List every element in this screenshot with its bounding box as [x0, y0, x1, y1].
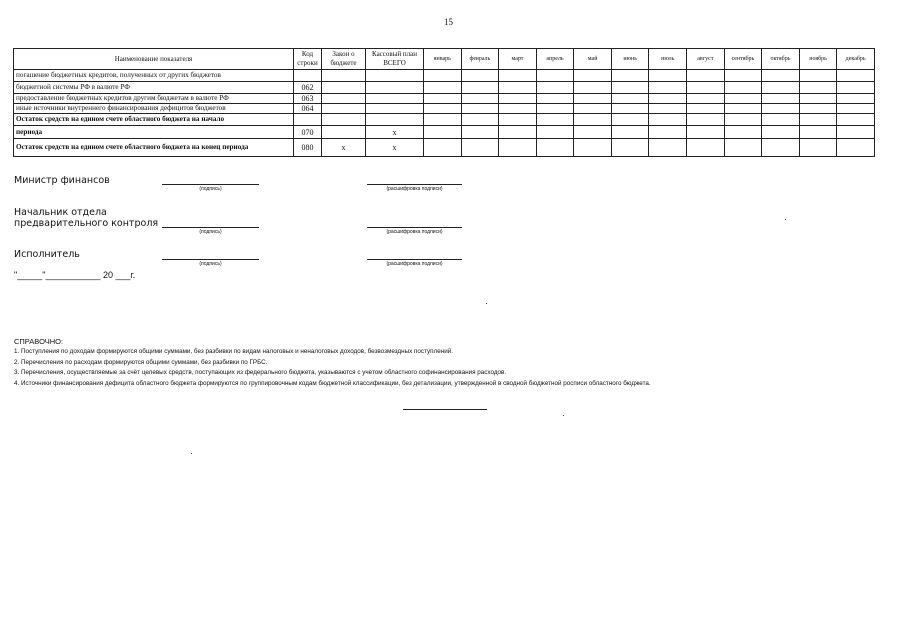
header-month: декабрь [837, 49, 875, 70]
signature-line [162, 184, 259, 185]
row-law [322, 114, 366, 126]
month-cell [724, 126, 762, 139]
month-cell [499, 104, 537, 114]
month-cell [499, 70, 537, 82]
month-cell [424, 126, 462, 139]
row-name: погашение бюджетных кредитов, полученных от других бюджетов [14, 70, 294, 82]
row-code [294, 70, 322, 82]
signature-role [14, 175, 110, 186]
month-cell [461, 114, 499, 126]
month-cell [762, 104, 800, 114]
date-line: "_____"___________ 20 ___г. [14, 270, 136, 280]
signature-line [162, 259, 259, 260]
month-cell [649, 82, 687, 94]
table-row [14, 82, 875, 94]
header-month: июль [649, 49, 687, 70]
month-cell [536, 139, 574, 157]
month-cell [461, 94, 499, 104]
note-item: 2. Перечисления по расходам формируются общими суммами, без разбивки по ГРБС. [14, 358, 268, 366]
month-cell [574, 126, 612, 139]
month-cell [424, 82, 462, 94]
month-cell [536, 104, 574, 114]
month-cell [649, 139, 687, 157]
table-row [14, 139, 875, 157]
month-cell [574, 70, 612, 82]
month-cell [724, 82, 762, 94]
month-cell [611, 139, 649, 157]
month-cell [574, 139, 612, 157]
header-month: октябрь [762, 49, 800, 70]
row-name: бюджетной системы РФ в валюте РФ [14, 82, 294, 94]
row-plan [366, 82, 424, 94]
month-cell [837, 126, 875, 139]
month-cell [799, 82, 837, 94]
row-plan: x [366, 139, 424, 157]
signature-role-line: Начальник отдела [14, 207, 107, 218]
month-cell [799, 114, 837, 126]
month-cell [687, 126, 725, 139]
row-law: x [322, 139, 366, 157]
row-plan: x [366, 126, 424, 139]
header-code: Код строки [294, 49, 322, 70]
signature-role [14, 207, 158, 229]
month-cell [799, 70, 837, 82]
signature-caption: (подпись) [199, 229, 222, 235]
month-cell [762, 139, 800, 157]
month-cell [424, 94, 462, 104]
page-number: 15 [444, 17, 453, 27]
month-cell [574, 104, 612, 114]
row-name: иные источники внутреннего финансирования дефицитов бюджетов [14, 104, 294, 114]
table-row [14, 104, 875, 114]
header-law: Закон о бюджете [322, 49, 366, 70]
row-code: 080 [294, 139, 322, 157]
table-row [14, 70, 875, 82]
table-row [14, 94, 875, 104]
header-month: июнь [611, 49, 649, 70]
note-item: 4. Источники финансирования дефицита областного бюджета формируются по группировочным кодам бюджетной классификации, без детализации, утвержденной в сводной бюджетной росписи областного бюджета. [14, 379, 651, 387]
notes-section [14, 336, 884, 389]
row-name: Остаток средств на едином счете областного бюджета на конец периода [14, 139, 294, 157]
month-cell [536, 94, 574, 104]
month-cell [424, 104, 462, 114]
month-cell [611, 104, 649, 114]
month-cell [762, 70, 800, 82]
row-plan [366, 104, 424, 114]
table-row [14, 114, 875, 126]
month-cell [649, 126, 687, 139]
month-cell [724, 114, 762, 126]
month-cell [499, 94, 537, 104]
header-month: март [499, 49, 537, 70]
signature-decode-line [367, 227, 462, 228]
month-cell [799, 104, 837, 114]
month-cell [837, 82, 875, 94]
row-law [322, 70, 366, 82]
month-cell [687, 70, 725, 82]
header-month: август [687, 49, 725, 70]
signature-role-line: предварительного контроля [14, 218, 159, 229]
end-divider [403, 409, 487, 410]
note-item: 1. Поступления по доходам формируются общими суммами, без разбивки по видам налоговых и неналоговых доходов, безвозмездных поступлений. [14, 348, 454, 355]
header-month: апрель [536, 49, 574, 70]
month-cell [574, 82, 612, 94]
month-cell [649, 114, 687, 126]
month-cell [649, 94, 687, 104]
month-cell [649, 70, 687, 82]
scan-speck [191, 453, 192, 454]
month-cell [536, 126, 574, 139]
month-cell [724, 139, 762, 157]
month-cell [424, 70, 462, 82]
month-cell [574, 94, 612, 104]
month-cell [499, 139, 537, 157]
row-name: периода [14, 126, 294, 139]
month-cell [536, 82, 574, 94]
month-cell [799, 94, 837, 104]
row-law [322, 104, 366, 114]
row-plan [366, 114, 424, 126]
month-cell [499, 126, 537, 139]
signature-decode-line [367, 259, 462, 260]
signature-role-line: Министр финансов [14, 175, 110, 186]
header-month: сентябрь [724, 49, 762, 70]
month-cell [461, 82, 499, 94]
month-cell [687, 94, 725, 104]
signature-caption: (расшифровка подписи) [386, 186, 443, 192]
month-cell [762, 114, 800, 126]
row-code: 062 [294, 82, 322, 94]
table-row [14, 126, 875, 139]
month-cell [687, 82, 725, 94]
signature-caption: (подпись) [199, 186, 222, 192]
month-cell [837, 70, 875, 82]
notes-title: СПРАВОЧНО: [14, 337, 64, 346]
month-cell [424, 139, 462, 157]
month-cell [799, 126, 837, 139]
month-cell [837, 104, 875, 114]
month-cell [424, 114, 462, 126]
header-plan: Кассовый план ВСЕГО [366, 49, 424, 70]
scan-speck [486, 303, 487, 304]
signature-caption: (подпись) [199, 261, 222, 267]
header-month: май [574, 49, 612, 70]
month-cell [499, 82, 537, 94]
month-cell [837, 139, 875, 157]
month-cell [461, 104, 499, 114]
month-cell [687, 139, 725, 157]
budget-report-table [13, 48, 875, 157]
row-plan [366, 70, 424, 82]
signature-caption: (расшифровка подписи) [386, 229, 443, 235]
month-cell [762, 82, 800, 94]
month-cell [499, 114, 537, 126]
month-cell [536, 114, 574, 126]
note-item: 3. Перечисления, осуществляемые за счёт целевых средств, поступающих из федерального бюджета, указываются с учетом областного софинансирования расходов. [14, 369, 507, 376]
header-month: январь [424, 49, 462, 70]
row-code: 064 [294, 104, 322, 114]
month-cell [611, 70, 649, 82]
row-law [322, 82, 366, 94]
month-cell [837, 94, 875, 104]
month-cell [611, 82, 649, 94]
month-cell [799, 139, 837, 157]
signature-role-line: Исполнитель [14, 249, 80, 260]
month-cell [461, 70, 499, 82]
month-cell [611, 126, 649, 139]
month-cell [574, 114, 612, 126]
month-cell [611, 94, 649, 104]
month-cell [461, 126, 499, 139]
row-name: предоставление бюджетных кредитов другим бюджетам в валюте РФ [14, 94, 294, 104]
signature-decode-line [367, 184, 462, 185]
month-cell [724, 94, 762, 104]
month-cell [837, 114, 875, 126]
month-cell [762, 126, 800, 139]
row-name: Остаток средств на едином счете областного бюджета на начало [14, 114, 294, 126]
month-cell [724, 104, 762, 114]
month-cell [687, 114, 725, 126]
signature-caption: (расшифровка подписи) [386, 261, 443, 267]
month-cell [461, 139, 499, 157]
row-law [322, 94, 366, 104]
signature-line [162, 227, 259, 228]
scan-speck [563, 415, 564, 416]
month-cell [762, 94, 800, 104]
row-law [322, 126, 366, 139]
scan-speck [785, 219, 786, 220]
month-cell [649, 104, 687, 114]
month-cell [724, 70, 762, 82]
month-cell [536, 70, 574, 82]
table-header-row [14, 49, 875, 70]
row-plan [366, 94, 424, 104]
row-code: 063 [294, 94, 322, 104]
header-month: февраль [461, 49, 499, 70]
month-cell [687, 104, 725, 114]
row-code: 070 [294, 126, 322, 139]
row-code [294, 114, 322, 126]
header-month: ноябрь [799, 49, 837, 70]
header-name: Наименование показателя [14, 49, 294, 70]
signature-role [14, 249, 80, 260]
month-cell [611, 114, 649, 126]
